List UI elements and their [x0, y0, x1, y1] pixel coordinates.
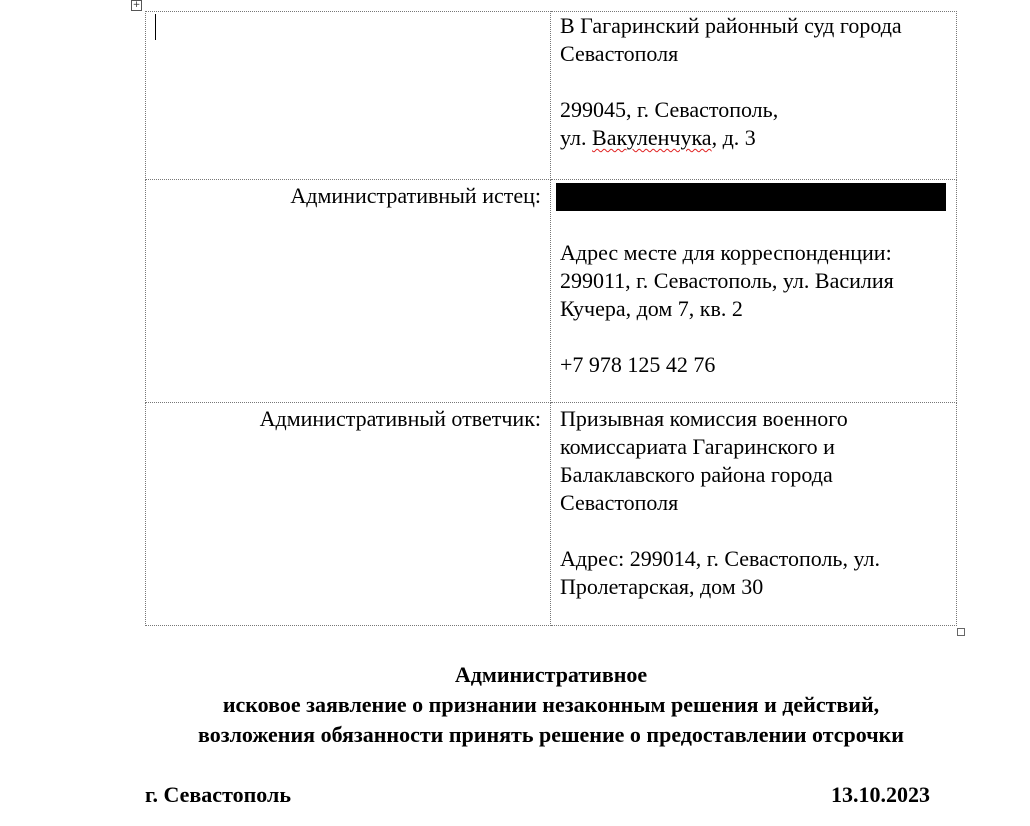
document-title-line-1: Административное: [454, 662, 648, 687]
blank-line: [560, 323, 950, 351]
plaintiff-address-line-2: 299011, г. Севастополь, ул. Василия: [560, 268, 894, 293]
blank-line: [560, 211, 950, 239]
plaintiff-address-line-1: Адрес месте для корреспонденции:: [560, 240, 892, 265]
defendant-name-line-2: комиссариата Гагаринского и: [560, 434, 835, 459]
court-left-cell[interactable]: [146, 12, 551, 180]
defendant-name-line-3: Балаклавского района города: [560, 462, 833, 487]
court-cell[interactable]: [551, 12, 957, 180]
street-prefix: ул.: [560, 125, 593, 150]
text-cursor: [155, 14, 156, 40]
court-address-line-1: 299045, г. Севастополь,: [560, 97, 779, 122]
table-row-court: [146, 12, 957, 180]
defendant-address-line-2: Пролетарская, дом 30: [560, 574, 764, 599]
defendant-name-line-1: Призывная комиссия военного: [560, 406, 848, 431]
blank-line: [560, 517, 950, 545]
table-row-defendant: [146, 403, 957, 626]
court-address-line-2: [560, 124, 950, 152]
court-line-2: Севастополя: [560, 41, 679, 66]
defendant-address-line-1: Адрес: 299014, г. Севастополь, ул.: [560, 546, 880, 571]
street-suffix: , д. 3: [711, 125, 756, 150]
plaintiff-phone: +7 978 125 42 76: [560, 352, 716, 377]
redacted-plaintiff-name: [556, 183, 946, 211]
table-move-handle-icon[interactable]: +: [132, 0, 141, 10]
plaintiff-address-line-3: Кучера, дом 7, кв. 2: [560, 296, 743, 321]
document-city: г. Севастополь: [145, 782, 291, 807]
document-title: [145, 660, 957, 750]
table-row-plaintiff: [146, 180, 957, 403]
plaintiff-label: Административный истец:: [290, 183, 541, 208]
defendant-cell[interactable]: [551, 403, 957, 626]
defendant-label-cell[interactable]: [146, 403, 551, 626]
document-date: 13.10.2023: [831, 782, 930, 807]
document-title-line-3: возложения обязанности принять решение о предоставлении отсрочки: [198, 722, 904, 747]
spellcheck-word[interactable]: Вакуленчука: [592, 125, 712, 150]
blank-line: [560, 68, 950, 96]
defendant-name-line-4: Севастополя: [560, 490, 679, 515]
plaintiff-cell[interactable]: [551, 180, 957, 403]
defendant-label: Административный ответчик:: [259, 406, 541, 431]
header-table: [145, 11, 957, 626]
document-title-line-2: исковое заявление о признании незаконным решения и действий,: [222, 692, 880, 717]
table-resize-handle[interactable]: [957, 628, 965, 636]
court-line-1: В Гагаринский районный суд города: [560, 13, 902, 38]
plaintiff-label-cell[interactable]: [146, 180, 551, 403]
